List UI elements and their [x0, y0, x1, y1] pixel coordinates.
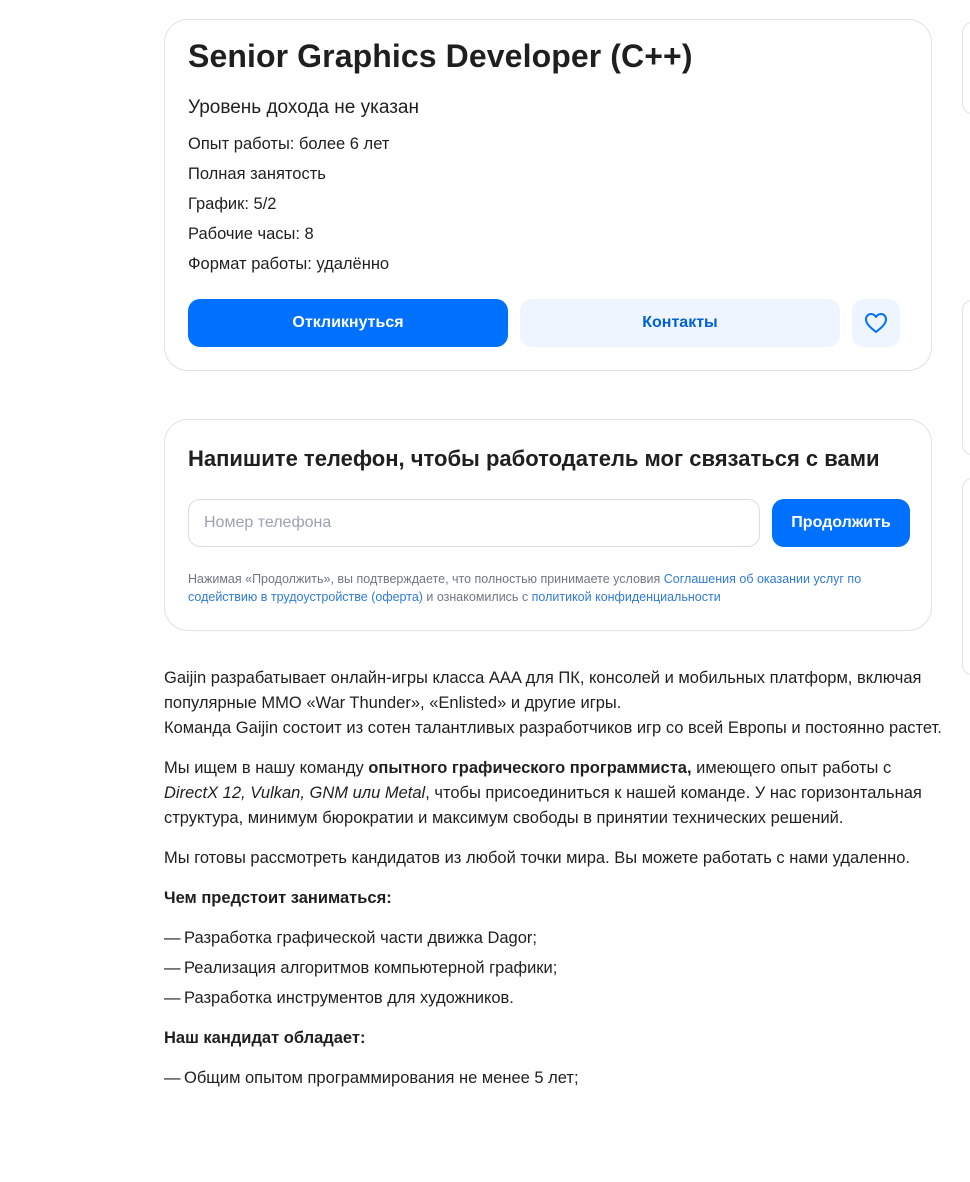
legal-middle: и ознакомились с	[422, 590, 532, 604]
tasks-list	[164, 926, 944, 1011]
list-item	[164, 986, 944, 1011]
description-search	[164, 756, 944, 831]
fact-schedule: График: 5/2	[188, 195, 277, 213]
intro-line-1: Gaijin разрабатывает онлайн-игры класса AAA для ПК, консолей и мобильных платформ, включая популярные MMO «War Thunder», «Enlisted» и другие игры.	[164, 669, 922, 712]
description-intro	[164, 666, 944, 741]
list-item	[164, 1066, 944, 1091]
fact-work-hours: Рабочие часы: 8	[188, 225, 314, 243]
sidebar-panel-edge	[962, 300, 970, 455]
search-text-italic: DirectX 12, Vulkan, GNM или Metal	[164, 784, 426, 802]
phone-form-title: Напишите телефон, чтобы работодатель мог связаться с вами	[188, 446, 880, 471]
contacts-button[interactable]: Контакты	[520, 299, 840, 347]
list-item	[164, 956, 944, 981]
list-item	[164, 926, 944, 951]
sidebar-panel-edge	[962, 478, 970, 675]
requirements-list	[164, 1066, 944, 1091]
respond-button[interactable]: Откликнуться	[188, 299, 508, 347]
vacancy-title: Senior Graphics Developer (C++)	[188, 38, 693, 74]
list-item-text: Реализация алгоритмов компьютерной графики;	[184, 959, 558, 977]
heart-icon	[864, 312, 888, 334]
search-text-bold: опытного графического программиста,	[368, 759, 692, 777]
list-dash: —	[164, 989, 181, 1007]
continue-button[interactable]: Продолжить	[772, 499, 910, 547]
fact-employment: Полная занятость	[188, 165, 326, 183]
list-dash: —	[164, 1069, 181, 1087]
sidebar-panel-edge	[962, 22, 970, 114]
phone-form-card	[164, 419, 932, 631]
search-text-post: , чтобы присоединиться к нашей команде. У нас горизонтальная структура, минимум бюрократии и максимум свободы в принятии технических решений.	[164, 784, 922, 827]
list-item-text: Разработка графической части движка Dagor;	[184, 929, 537, 947]
intro-line-2: Команда Gaijin состоит из сотен талантливых разработчиков игр со всей Европы и постоянно растет.	[164, 719, 942, 737]
fact-work-format: Формат работы: удалённо	[188, 255, 390, 273]
privacy-policy-link[interactable]: политикой конфиденциальности	[531, 590, 721, 604]
list-item-text: Разработка инструментов для художников.	[184, 989, 514, 1007]
search-text-mid: имеющего опыт работы с	[691, 759, 892, 777]
vacancy-description	[164, 666, 944, 1106]
phone-input[interactable]	[188, 499, 760, 547]
search-text-pre: Мы ищем в нашу команду	[164, 759, 369, 777]
salary-info: Уровень дохода не указан	[188, 97, 419, 118]
offer-agreement-link[interactable]: Соглашения об оказании услуг по содействию в трудоустройстве (оферта)	[188, 572, 862, 604]
requirements-heading: Наш кандидат обладает:	[164, 1029, 366, 1047]
list-dash: —	[164, 959, 181, 977]
legal-prefix: Нажимая «Продолжить», вы подтверждаете, что полностью принимаете условия	[188, 572, 664, 586]
fact-experience: Опыт работы: более 6 лет	[188, 135, 390, 153]
list-item-text: Общим опытом программирования не менее 5 лет;	[184, 1069, 579, 1087]
favorite-button[interactable]	[852, 299, 900, 347]
vacancy-facts	[188, 133, 389, 283]
legal-notice	[188, 570, 913, 606]
tasks-heading: Чем предстоит заниматься:	[164, 889, 392, 907]
vacancy-card	[164, 19, 932, 371]
description-remote: Мы готовы рассмотреть кандидатов из любой точки мира. Вы можете работать с нами удаленно.	[164, 849, 910, 867]
list-dash: —	[164, 929, 181, 947]
